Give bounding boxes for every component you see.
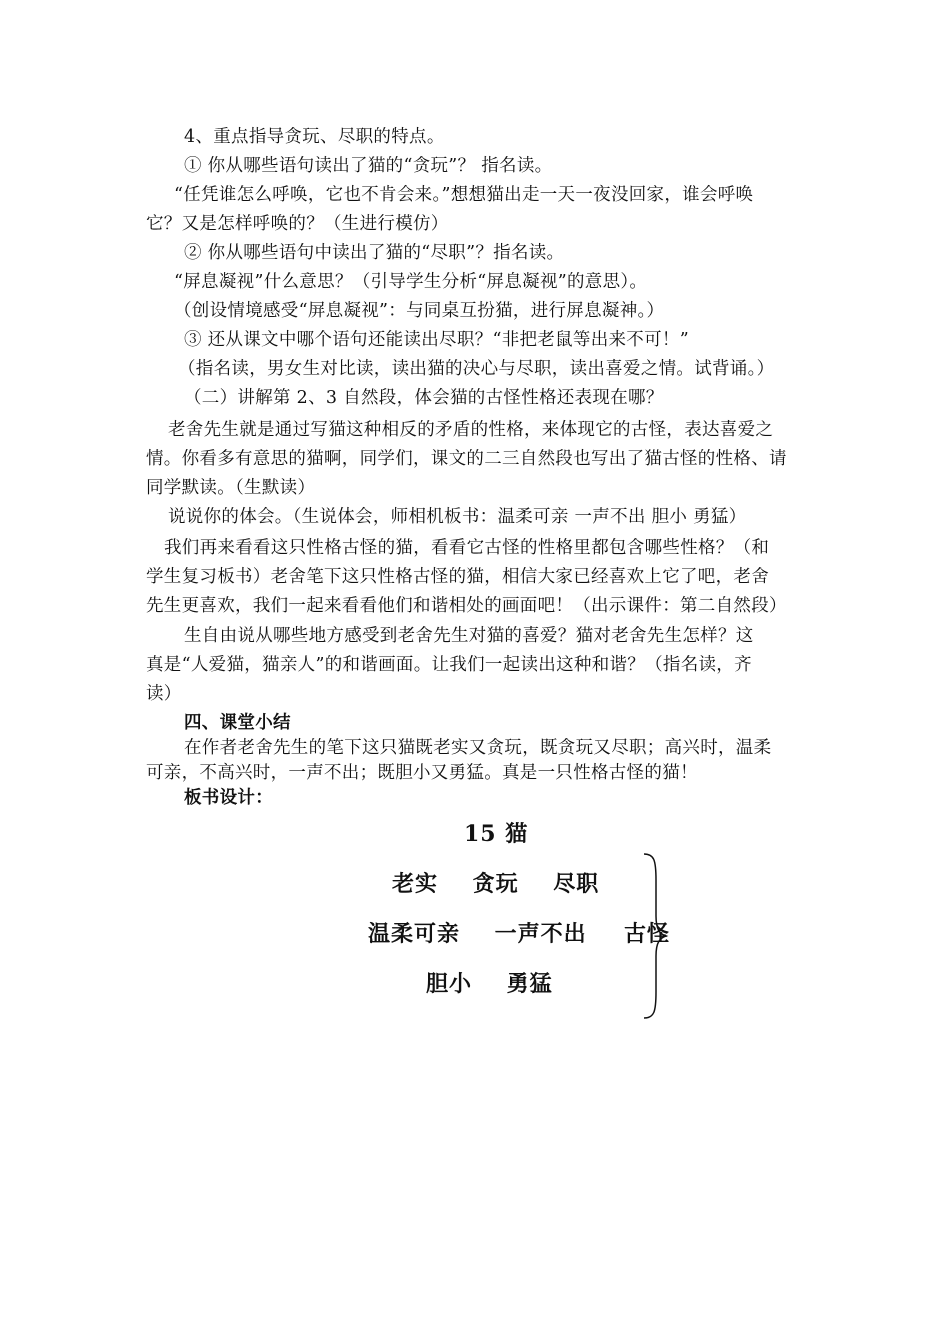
body-line: 先生更喜欢，我们一起来看看他们和谐相处的画面吧！（出示课件：第二自然段）	[146, 596, 787, 616]
body-line: （二）讲解第 2、3 自然段，体会猫的古怪性格还表现在哪？	[184, 388, 664, 408]
body-line: ② 你从哪些语句中读出了猫的“尽职”？指名读。	[184, 243, 565, 263]
body-line: 真是“人爱猫，猫亲人”的和谐画面。让我们一起读出这种和谐？（指名读，齐	[146, 655, 752, 675]
body-line: 生自由说从哪些地方感受到老舍先生对猫的喜爱？猫对老舍先生怎样？这	[184, 626, 754, 646]
board-row-temperament: 温柔可亲 一声不出	[368, 921, 587, 947]
body-line: 说说你的体会。（生说体会，师相机板书：温柔可亲 一声不出 胆小 勇猛）	[168, 507, 747, 527]
body-line: 我们再来看看这只性格古怪的猫，看看它古怪的性格里都包含哪些性格？（和	[164, 538, 770, 558]
summary-line: 可亲，不高兴时，一声不出；既胆小又勇猛。真是一只性格古怪的猫！	[146, 763, 698, 783]
body-line: ① 你从哪些语句读出了猫的“贪玩”？ 指名读。	[184, 156, 553, 176]
body-line: “任凭谁怎么呼唤，它也不肯会来。”想想猫出走一天一夜没回家，谁会呼唤	[174, 185, 754, 205]
body-line: （创设情境感受“屏息凝视”：与同桌互扮猫，进行屏息凝神。）	[174, 301, 665, 321]
summary-heading: 四、课堂小结	[184, 713, 291, 733]
board-title: 15 猫	[464, 821, 529, 847]
summary-line: 在作者老舍先生的笔下这只猫既老实又贪玩，既贪玩又尽职；高兴时，温柔	[184, 738, 772, 758]
body-line: “屏息凝视”什么意思？（引导学生分析“屏息凝视”的意思）。	[174, 272, 648, 292]
board-conclusion: 古怪	[624, 921, 671, 947]
body-line: 老舍先生就是通过写猫这种相反的矛盾的性格，来体现它的古怪，表达喜爱之	[168, 420, 774, 440]
body-line: 4、重点指导贪玩、尽职的特点。	[184, 127, 445, 147]
body-line: ③ 还从课文中哪个语句还能读出尽职？“非把老鼠等出来不可！”	[184, 330, 689, 350]
board-row-traits: 老实 贪玩 尽职	[392, 871, 600, 897]
body-line: 情。你看多有意思的猫啊，同学们，课文的二三自然段也写出了猫古怪的性格、请	[146, 449, 787, 469]
body-line: 同学默读。（生默读）	[146, 478, 316, 498]
board-row-courage: 胆小 勇猛	[426, 971, 553, 997]
body-line: 学生复习板书）老舍笔下这只性格古怪的猫，相信大家已经喜欢上它了吧，老舍	[146, 567, 769, 587]
right-brace-icon	[640, 850, 670, 1022]
body-line: 它？又是怎样呼唤的？（生进行模仿）	[146, 214, 449, 234]
body-line: 读）	[146, 684, 182, 704]
body-line: （指名读，男女生对比读，读出猫的决心与尽职，读出喜爱之情。试背诵。）	[178, 359, 775, 379]
board-design-label: 板书设计：	[184, 788, 273, 808]
